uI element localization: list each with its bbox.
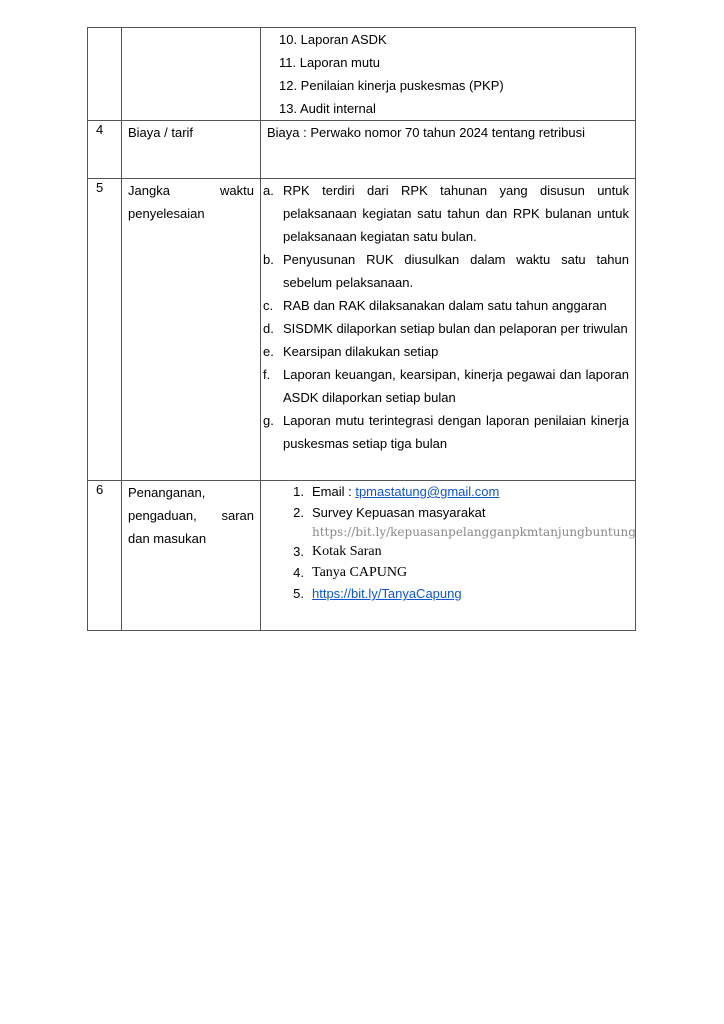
- suggestion-box-text: Kotak Saran: [312, 544, 382, 559]
- row-content: [261, 179, 636, 481]
- tanya-capung-text: Tanya CAPUNG: [312, 565, 408, 580]
- list-item: f. Laporan keuangan, kearsipan, kinerja pegawai dan laporan ASDK dilaporkan setiap bulan: [263, 367, 629, 405]
- table-row: [88, 179, 636, 481]
- list-item: 2. Survey Kepuasan masyarakat https://bit.ly/kepuasanpelangganpkmtanjungbuntung: [267, 502, 629, 541]
- row-content-cell: [261, 28, 636, 121]
- email-prefix: Email :: [312, 484, 356, 499]
- row-label: [122, 481, 261, 631]
- label-line: Penanganan,: [128, 485, 206, 500]
- email-link[interactable]: tpmastatung@gmail.com: [355, 484, 500, 499]
- row-content: [261, 481, 636, 631]
- procedure-table: [87, 27, 636, 631]
- report-list: [267, 28, 629, 120]
- tanya-capung-link[interactable]: https://bit.ly/TanyaCapung: [312, 586, 462, 601]
- row-number: 6: [88, 481, 122, 631]
- list-item: 5. https://bit.ly/TanyaCapung: [267, 583, 629, 604]
- row-label: Biaya / tarif: [122, 121, 261, 179]
- list-item: g. Laporan mutu terintegrasi dengan laporan penilaian kinerja puskesmas setiap tiga bulan: [263, 413, 629, 451]
- row-number: 4: [88, 121, 122, 179]
- list-item: d. SISDMK dilaporkan setiap bulan dan pelaporan per triwulan: [263, 321, 628, 336]
- list-item: 4. Tanya CAPUNG: [267, 562, 629, 583]
- list-item: 13. Audit internal: [279, 101, 376, 116]
- list-item: a. RPK terdiri dari RPK tahunan yang disusun untuk pelaksanaan kegiatan satu tahun dan RPK bulanan untuk pelaksanaan kegiatan satu bulan.: [263, 183, 629, 244]
- row-label: [122, 179, 261, 481]
- row-number-cell: [88, 28, 122, 121]
- list-item: 12. Penilaian kinerja puskesmas (PKP): [279, 78, 504, 93]
- survey-link[interactable]: https://bit.ly/kepuasanpelangganpkmtanjungbuntung: [312, 525, 636, 539]
- table-row: [88, 28, 636, 121]
- label-word: saran: [221, 508, 254, 523]
- list-item: 10. Laporan ASDK: [279, 32, 387, 47]
- label-line: penyelesaian: [128, 206, 205, 221]
- row-number: 5: [88, 179, 122, 481]
- table-row: [88, 121, 636, 179]
- row-content: Biaya : Perwako nomor 70 tahun 2024 tentang retribusi: [261, 121, 636, 179]
- list-item: b. Penyusunan RUK diusulkan dalam waktu satu tahun sebelum pelaksanaan.: [263, 252, 629, 290]
- list-item: 11. Laporan mutu: [279, 55, 380, 70]
- label-word: Jangka: [128, 183, 170, 198]
- label-line: dan masukan: [128, 531, 207, 546]
- list-item: c. RAB dan RAK dilaksanakan dalam satu tahun anggaran: [263, 298, 607, 313]
- row-label-cell: [122, 28, 261, 121]
- timeline-list: [263, 179, 629, 455]
- contact-list: [267, 481, 636, 604]
- label-word: waktu: [220, 183, 254, 198]
- label-word: pengaduan,: [128, 508, 197, 523]
- table-row: [88, 481, 636, 631]
- survey-text: Survey Kepuasan masyarakat: [312, 505, 486, 520]
- list-item: e. Kearsipan dilakukan setiap: [263, 344, 439, 359]
- list-item: 1. Email : tpmastatung@gmail.com: [293, 484, 500, 499]
- list-item: 3. Kotak Saran: [267, 541, 629, 562]
